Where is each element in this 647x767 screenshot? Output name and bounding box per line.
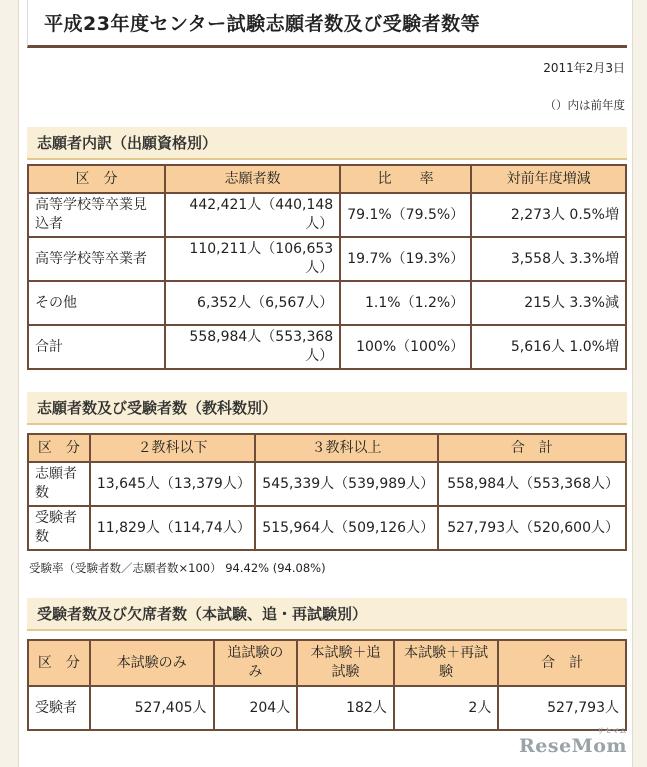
change-value: 215人 3.3%減 <box>471 281 626 325</box>
table-row <box>28 237 626 281</box>
cell-value: 558,984人（553,368人） <box>438 462 626 506</box>
table-row <box>28 686 626 730</box>
row-label: その他 <box>28 281 165 325</box>
header-main-plus-makeup: 本試験＋追試験 <box>297 640 394 686</box>
cell-value: 545,339人（539,989人） <box>255 462 437 506</box>
header-makeup-only: 追試験のみ <box>214 640 298 686</box>
header-main-plus-retest: 本試験＋再試験 <box>394 640 498 686</box>
section-by-subject-count <box>27 392 627 576</box>
cell-value: 182人 <box>297 686 394 730</box>
ratio-value: 79.1%（79.5%） <box>340 193 471 237</box>
page-title: 平成23年度センター試験志願者数及び受験者数等 <box>44 13 481 35</box>
ratio-value: 1.1%（1.2%） <box>340 281 471 325</box>
logo-text: ReseMom <box>519 735 627 757</box>
applicant-count: 6,352人（6,567人） <box>165 281 340 325</box>
cell-value: 515,964人（509,126人） <box>255 506 437 550</box>
header-three-or-more: ３教科以上 <box>255 434 437 462</box>
row-label: 受験者 <box>28 686 90 730</box>
applicant-count: 110,211人（106,653人） <box>165 237 340 281</box>
header-total: 合 計 <box>498 640 626 686</box>
table-row <box>28 462 626 506</box>
header-category: 区 分 <box>28 165 165 193</box>
section-heading: 志願者数及び受験者数（教科数別） <box>27 392 627 425</box>
header-main-only: 本試験のみ <box>90 640 214 686</box>
logo-subtext: リセマム <box>597 727 627 735</box>
header-change: 対前年度増減 <box>471 165 626 193</box>
left-margin-bar <box>0 0 19 767</box>
article-content <box>27 0 627 731</box>
table-header-row <box>28 434 626 462</box>
change-value: 2,273人 0.5%増 <box>471 193 626 237</box>
cell-value: 204人 <box>214 686 298 730</box>
change-value: 3,558人 3.3%増 <box>471 237 626 281</box>
table-row <box>28 325 626 369</box>
cell-value: 11,829人（114,74人） <box>90 506 255 550</box>
cell-value: 13,645人（13,379人） <box>90 462 255 506</box>
header-two-or-fewer: ２教科以下 <box>90 434 255 462</box>
row-label: 高等学校等卒業見込者 <box>28 193 165 237</box>
ratio-value: 100%（100%） <box>340 325 471 369</box>
header-category: 区 分 <box>28 434 90 462</box>
resemom-logo <box>519 727 627 757</box>
cell-value: 527,793人 <box>498 686 626 730</box>
exam-rate-footnote: 受験率（受験者数／志願者数×100） 94.42% (94.08%) <box>29 561 326 575</box>
row-label: 高等学校等卒業者 <box>28 237 165 281</box>
header-total: 合 計 <box>438 434 626 462</box>
right-margin-bar <box>632 0 647 767</box>
table-row <box>28 193 626 237</box>
header-category: 区 分 <box>28 640 90 686</box>
section-heading: 受験者数及び欠席者数（本試験、追・再試験別） <box>27 598 627 631</box>
table-header-row <box>28 165 626 193</box>
cell-value: 527,405人 <box>90 686 214 730</box>
applicant-count: 558,984人（553,368人） <box>165 325 340 369</box>
row-label: 受験者数 <box>28 506 90 550</box>
section-applicant-breakdown <box>27 127 627 370</box>
header-ratio: 比 率 <box>340 165 471 193</box>
change-value: 5,616人 1.0%増 <box>471 325 626 369</box>
table-row <box>28 281 626 325</box>
applicant-breakdown-table <box>27 164 627 370</box>
title-box <box>27 0 627 48</box>
ratio-value: 19.7%（19.3%） <box>340 237 471 281</box>
note-previous-year: （）内は前年度 <box>544 98 625 112</box>
examinees-table <box>27 639 627 731</box>
subject-count-table <box>27 433 627 551</box>
table-header-row <box>28 640 626 686</box>
section-heading: 志願者内訳（出願資格別） <box>27 127 627 160</box>
cell-value: 527,793人（520,600人） <box>438 506 626 550</box>
header-applicants: 志願者数 <box>165 165 340 193</box>
section-examinees-absentees <box>27 598 627 731</box>
applicant-count: 442,421人（440,148人） <box>165 193 340 237</box>
cell-value: 2人 <box>394 686 498 730</box>
row-label: 志願者数 <box>28 462 90 506</box>
publish-date: 2011年2月3日 <box>543 61 625 75</box>
row-label: 合計 <box>28 325 165 369</box>
table-row <box>28 506 626 550</box>
